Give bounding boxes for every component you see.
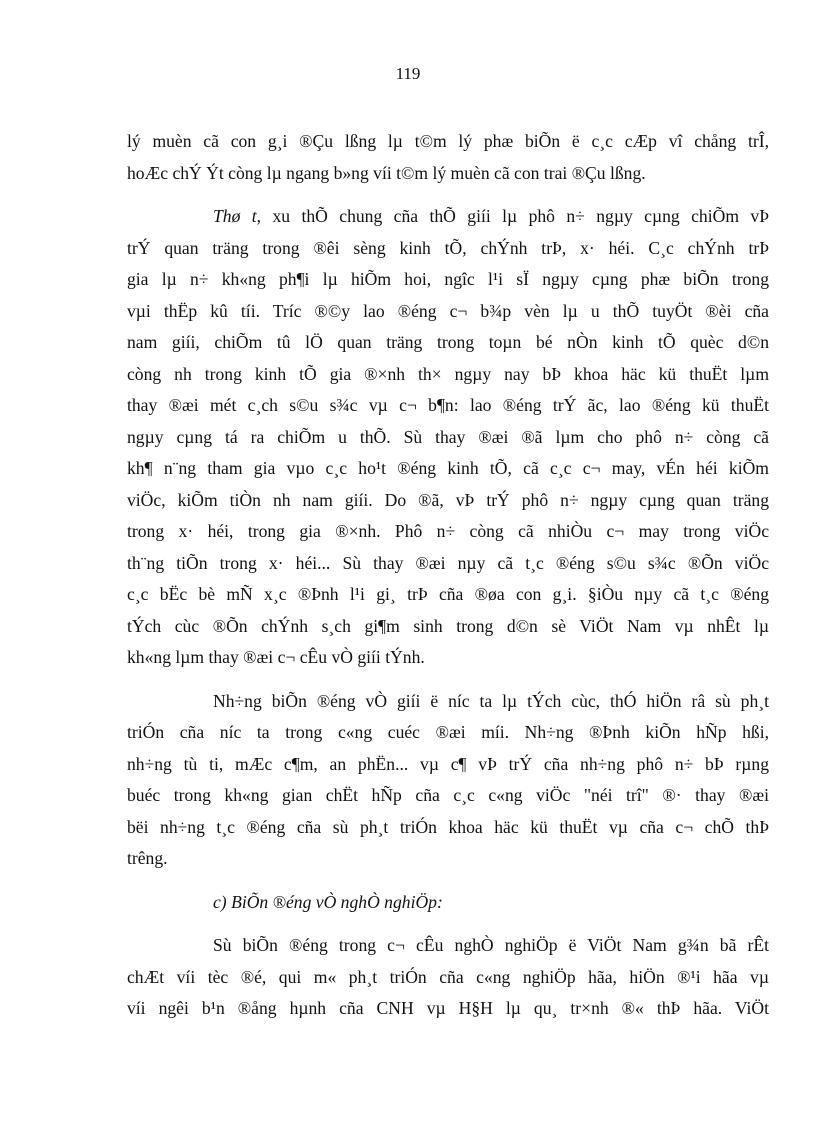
text-line: trong x· héi, trong gia ®×nh. Phô n÷ còng cã nhiÒu c¬ may trong viÖc <box>127 521 769 541</box>
text-line: c¸c bËc bè mÑ x¸c ®Þnh l¹i gi¸ trÞ cña ®øa con g¸i. §iÒu nµy cã t¸c ®éng <box>127 584 769 604</box>
text-line: kh«ng lµm thay ®æi c¬ cÊu vÒ giíi tÝnh. <box>127 647 425 667</box>
paragraph-3 <box>127 686 769 875</box>
text-line: víi ngêi b¹n ®ång hµnh cña CNH vµ H§H lµ qu¸ tr×nh ®« thÞ hãa. ViÖt <box>127 998 769 1018</box>
text-line: bëi nh÷ng t¸c ®éng cña sù ph¸t triÓn khoa häc kü thuËt vµ cña c¬ chÕ thÞ <box>127 816 769 837</box>
text-line: tÝch cùc ®Õn chÝnh s¸ch gi¶m sinh trong d©n sè ViÖt Nam vµ nhÊt lµ <box>127 615 769 636</box>
text-line: chÆt víi tèc ®é, qui m« ph¸t triÓn cña c«ng nghiÖp hãa, hiÖn ®¹i hãa vµ <box>127 966 769 987</box>
text-line: lý muèn cã con g¸i ®Çu lßng lµ t©m lý phæ biÕn ë c¸c cÆp vî chång trÎ, <box>127 131 769 151</box>
text-line: trÝ quan träng trong ®êi sèng kinh tÕ, chÝnh trÞ, x· héi. C¸c chÝnh trÞ <box>127 237 769 258</box>
text-line: , xu thÕ chung cña thÕ giíi lµ phô n÷ ngµy cµng chiÕm vÞ <box>256 206 769 226</box>
text-line-lead <box>127 201 769 233</box>
text-line: gia lµ n÷ kh«ng ph¶i lµ hiÕm hoi, ngîc l¹i sÏ ngµy cµng phæ biÕn trong <box>127 269 769 289</box>
text-line: Nh÷ng biÕn ®éng vÒ giíi ë níc ta lµ tÝch cùc, thÓ hiÖn râ sù ph¸t <box>213 690 769 711</box>
paragraph-4 <box>127 930 769 1025</box>
text-line: th¨ng tiÕn trong x· héi... Sù thay ®æi nµy cã t¸c ®éng s©u s¾c ®Õn viÖc <box>127 552 769 573</box>
text-line: hoÆc chÝ Ýt còng lµ ngang b»ng víi t©m lý muèn cã con trai ®Çu lßng. <box>127 162 646 183</box>
text-line: triÓn cña níc ta trong c«ng cuéc ®æi míi. Nh÷ng ®Þnh kiÕn hÑp hßi, <box>127 722 769 742</box>
page-number: 119 <box>395 64 421 83</box>
text-line: kh¶ n¨ng tham gia vµo c¸c ho¹t ®éng kinh tÕ, cã c¸c c¬ may, vÉn héi kiÕm <box>127 458 769 478</box>
text-line: buéc trong kh«ng gian chËt hÑp cña c¸c c«ng viÖc "néi trî" ®· thay ®æi <box>127 785 769 805</box>
paragraph-2 <box>127 201 769 674</box>
text-line: viÖc, kiÕm tiÒn nh nam giíi. Do ®ã, vÞ trÝ phô n÷ ngµy cµng quan träng <box>127 489 769 510</box>
section-heading-text: c) BiÕn ®éng vÒ nghÒ nghiÖp: <box>213 891 443 912</box>
text-line: Sù biÕn ®éng trong c¬ cÊu nghÒ nghiÖp ë ViÖt Nam g¾n bã rÊt <box>213 935 769 955</box>
text-line: vµi thËp kû tíi. Tríc ®©y lao ®éng c¬ b¾p vèn lµ u thÕ tuyÖt ®èi cña <box>127 300 769 321</box>
paragraph-lead-term: Thø t <box>213 206 257 226</box>
body-text <box>127 126 769 1025</box>
text-line: trêng. <box>127 848 168 868</box>
text-line: nam giíi, chiÕm tû lÖ quan träng trong toµn bé nÒn kinh tÕ quèc d©n <box>127 332 769 352</box>
paragraph-1 <box>127 126 769 189</box>
text-line: còng nh trong kinh tÕ gia ®×nh th× ngµy nay bÞ khoa häc kü thuËt lµm <box>127 363 769 384</box>
text-line: thay ®æi mét c¸ch s©u s¾c vµ c¬ b¶n: lao ®éng trÝ ãc, lao ®éng kü thuËt <box>127 395 769 415</box>
section-heading <box>127 887 769 919</box>
text-line: nh÷ng tù ti, mÆc c¶m, an phËn... vµ c¶ vÞ trÝ cña nh÷ng phô n÷ bÞ rµng <box>127 753 769 774</box>
text-line: ngµy cµng tá ra chiÕm u thÕ. Sù thay ®æi ®ã lµm cho phô n÷ còng cã <box>127 426 769 447</box>
